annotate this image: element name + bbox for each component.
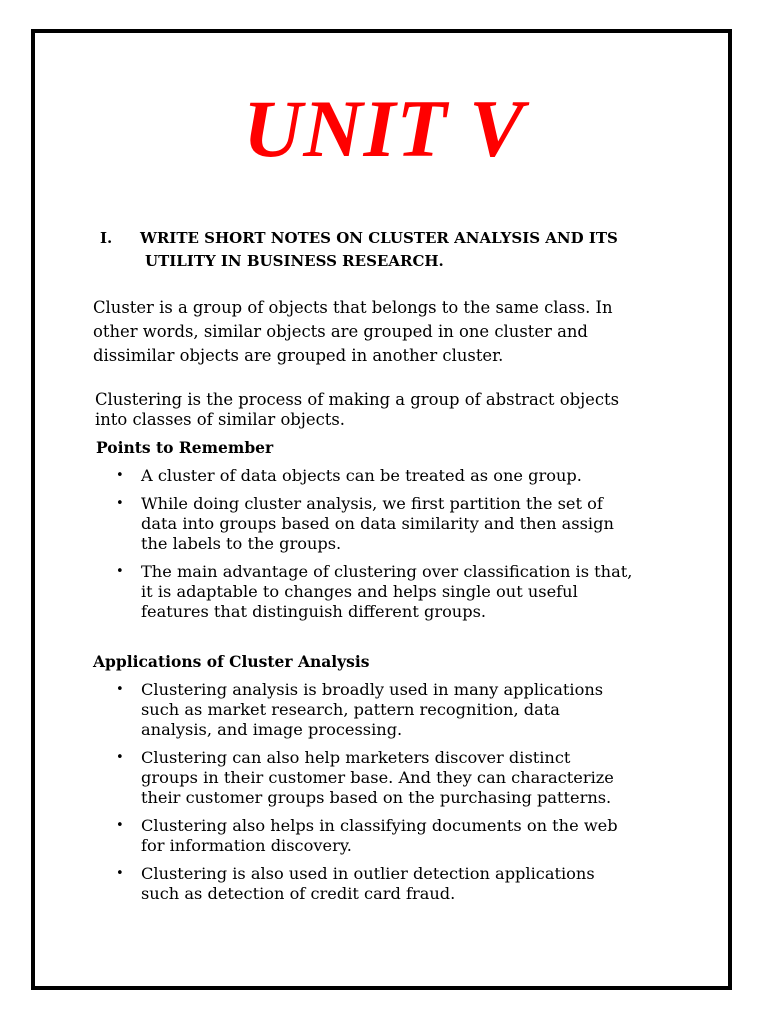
list-item xyxy=(115,864,675,904)
question-number: I. xyxy=(100,229,113,247)
list-item-text: Clustering analysis is broadly used in many applications such as market research, pattern recognition, data analysis, and image processing. xyxy=(141,680,604,739)
applications-list xyxy=(115,680,675,912)
bullet-icon: • xyxy=(116,496,124,511)
bullet-icon: • xyxy=(116,750,124,765)
list-item-text: Clustering is also used in outlier detection applications such as detection of credit card fraud. xyxy=(141,864,595,903)
bullet-icon: • xyxy=(116,866,124,881)
list-item xyxy=(115,466,675,486)
question-heading xyxy=(100,227,700,273)
points-list xyxy=(115,466,675,630)
bullet-icon: • xyxy=(116,468,124,483)
paragraph-clustering-definition: Clustering is the process of making a group of abstract objects into classes of similar objects. xyxy=(95,390,620,429)
list-item-text: While doing cluster analysis, we first partition the set of data into groups based on data similarity and then assign the labels to the groups. xyxy=(141,494,614,553)
list-item-text: The main advantage of clustering over classification is that, it is adaptable to changes and helps single out useful features that distinguish different groups. xyxy=(141,562,633,621)
paragraph-cluster-definition: Cluster is a group of objects that belongs to the same class. In other words, similar objects are grouped in one cluster and dissimilar objects are grouped in another cluster. xyxy=(93,298,613,365)
list-item xyxy=(115,816,675,856)
list-item-text: Clustering can also help marketers discover distinct groups in their customer base. And they can characterize their customer groups based on the purchasing patterns. xyxy=(141,748,614,807)
bullet-icon: • xyxy=(116,682,124,697)
list-item-text: Clustering also helps in classifying documents on the web for information discovery. xyxy=(141,816,618,855)
list-item xyxy=(115,562,675,622)
points-to-remember-heading: Points to Remember xyxy=(96,438,274,457)
list-item xyxy=(115,494,675,554)
applications-heading: Applications of Cluster Analysis xyxy=(93,652,370,671)
bullet-icon: • xyxy=(116,818,124,833)
bullet-icon: • xyxy=(116,564,124,579)
list-item-text: A cluster of data objects can be treated as one group. xyxy=(141,466,582,485)
question-line-2: UTILITY IN BUSINESS RESEARCH. xyxy=(145,252,444,270)
page-title: UNIT V xyxy=(243,83,525,174)
list-item xyxy=(115,680,675,740)
question-line-1: WRITE SHORT NOTES ON CLUSTER ANALYSIS AND ITS xyxy=(140,229,618,247)
list-item xyxy=(115,748,675,808)
